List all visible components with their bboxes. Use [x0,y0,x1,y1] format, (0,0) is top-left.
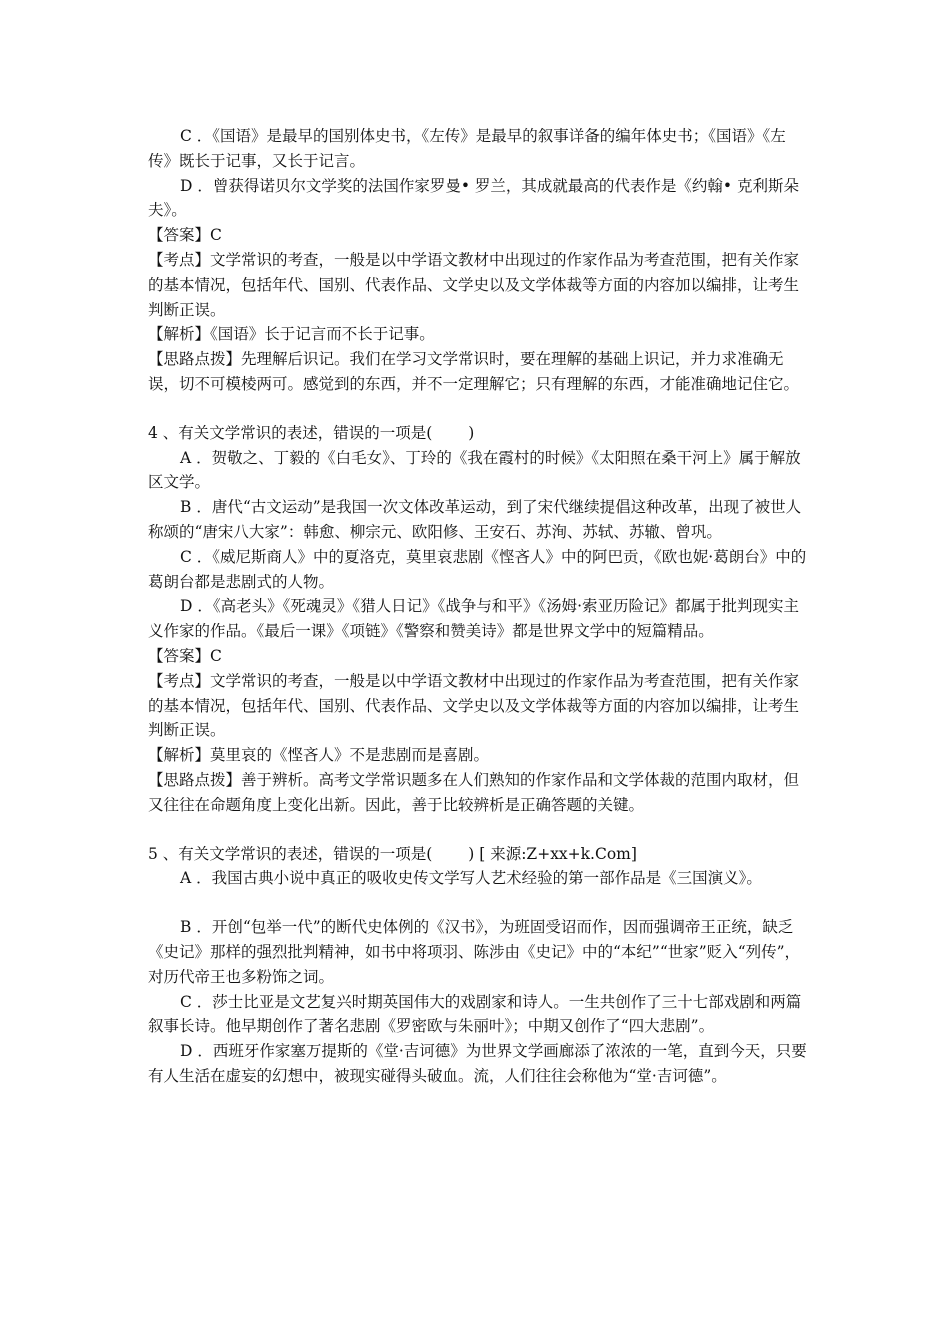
answer-option: C ．《威尼斯商人》中的夏洛克，莫里哀悲剧《悭吝人》中的阿巴贡，《欧也妮·葛朗台》中的葛朗台都是悲剧式的人物。 [148,547,807,591]
answer-option: A ．贺敬之、丁毅的《白毛女》、丁玲的《我在霞村的时候》《太阳照在桑干河上》属于解放区文学。 [148,448,801,492]
text-line: 【解析】《国语》长于记言而不长于记事。 [148,325,435,344]
text-line: 【思路点拨】先理解后识记。我们在学习文学常识时，要在理解的基础上识记，并力求准确无误，切不可模棱两可。感觉到的东西，并不一定理解它；只有理解的东西，才能准确地记住它。 [148,350,800,393]
answer-option: D ．西班牙作家塞万提斯的《堂·吉诃德》为世界文学画廊添了浓浓的一笔，直到今天，只要有人生活在虚妄的幻想中，被现实碰得头破血。流，人们往往会称他为“堂·吉诃德”。 [148,1042,807,1085]
answer-option: B ．开创“包举一代”的断代史体例的《汉书》，为班固受诏而作，因而强调帝王正统，缺乏《史记》那样的强烈批判精神，如书中将项羽、陈涉由《史记》中的“本纪”“世家”贬入“列传”，对历代帝王也多粉饰之词。 [148,918,801,986]
answer-option: C ．《国语》是最早的国别体史书，《左传》是最早的叙事详备的编年体史书；《国语》《左传》既长于记事，又长于记言。 [148,127,786,170]
paragraph-gap [148,397,808,421]
text-line: 【思路点拨】善于辨析。高考文学常识题多在人们熟知的作家作品和文学体裁的范围内取材，但又往往在命题角度上变化出新。因此，善于比较辨析是正确答题的关键。 [148,770,800,814]
text-line: 【考点】文学常识的考查，一般是以中学语文教材中出现过的作家作品为考查范围，把有关作家的基本情况，包括年代、国别、代表作品、文学史以及文学体裁等方面的内容加以编排，让考生判断正误。 [148,671,800,740]
text-line: 【解析】莫里哀的《悭吝人》不是悲剧而是喜剧。 [148,746,490,765]
answer-option: D ．《高老头》《死魂灵》《猎人日记》《战争与和平》《汤姆·索亚历险记》都属于批判现实主义作家的作品。《最后一课》《项链》《警察和赞美诗》都是世界文学中的短篇精品。 [148,597,800,641]
text-line: 5 、有关文学常识的表述，错误的一项是( ) [ 来源:Z+xx+k.Com] [148,844,637,863]
answer-option: C ．莎士比亚是文艺复兴时期英国伟大的戏剧家和诗人。一生共创作了三十七部戏剧和两篇叙事长诗。他早期创作了著名悲剧《罗密欧与朱丽叶》；中期又创作了“四大悲剧”。 [148,992,802,1036]
answer-option: B ．唐代“古文运动”是我国一次文体改革运动，到了宋代继续提倡这种改革，出现了被世人称颂的“唐宋八大家”：韩愈、柳宗元、欧阳修、王安石、苏洵、苏轼、苏辙、曾巩。 [148,498,802,541]
paragraph-gap [148,818,808,842]
answer-option: D ．曾获得诺贝尔文学奖的法国作家罗曼• 罗兰，其成就最高的代表作是《约翰• 克利斯朵夫》。 [148,176,799,220]
paragraph-gap [148,891,808,915]
document-content [148,124,808,1089]
answer-option: A ．我国古典小说中真正的吸收史传文学写人艺术经验的第一部作品是《三国演义》。 [180,869,762,888]
text-line: 4 、有关文学常识的表述，错误的一项是( ) [148,423,475,442]
text-line: 【答案】C [148,646,222,665]
text-line: 【考点】文学常识的考查，一般是以中学语文教材中出现过的作家作品为考查范围，把有关作家的基本情况，包括年代、国别、代表作品、文学史以及文学体裁等方面的内容加以编排，让考生判断正误。 [148,250,800,319]
text-line: 【答案】C [148,226,222,245]
